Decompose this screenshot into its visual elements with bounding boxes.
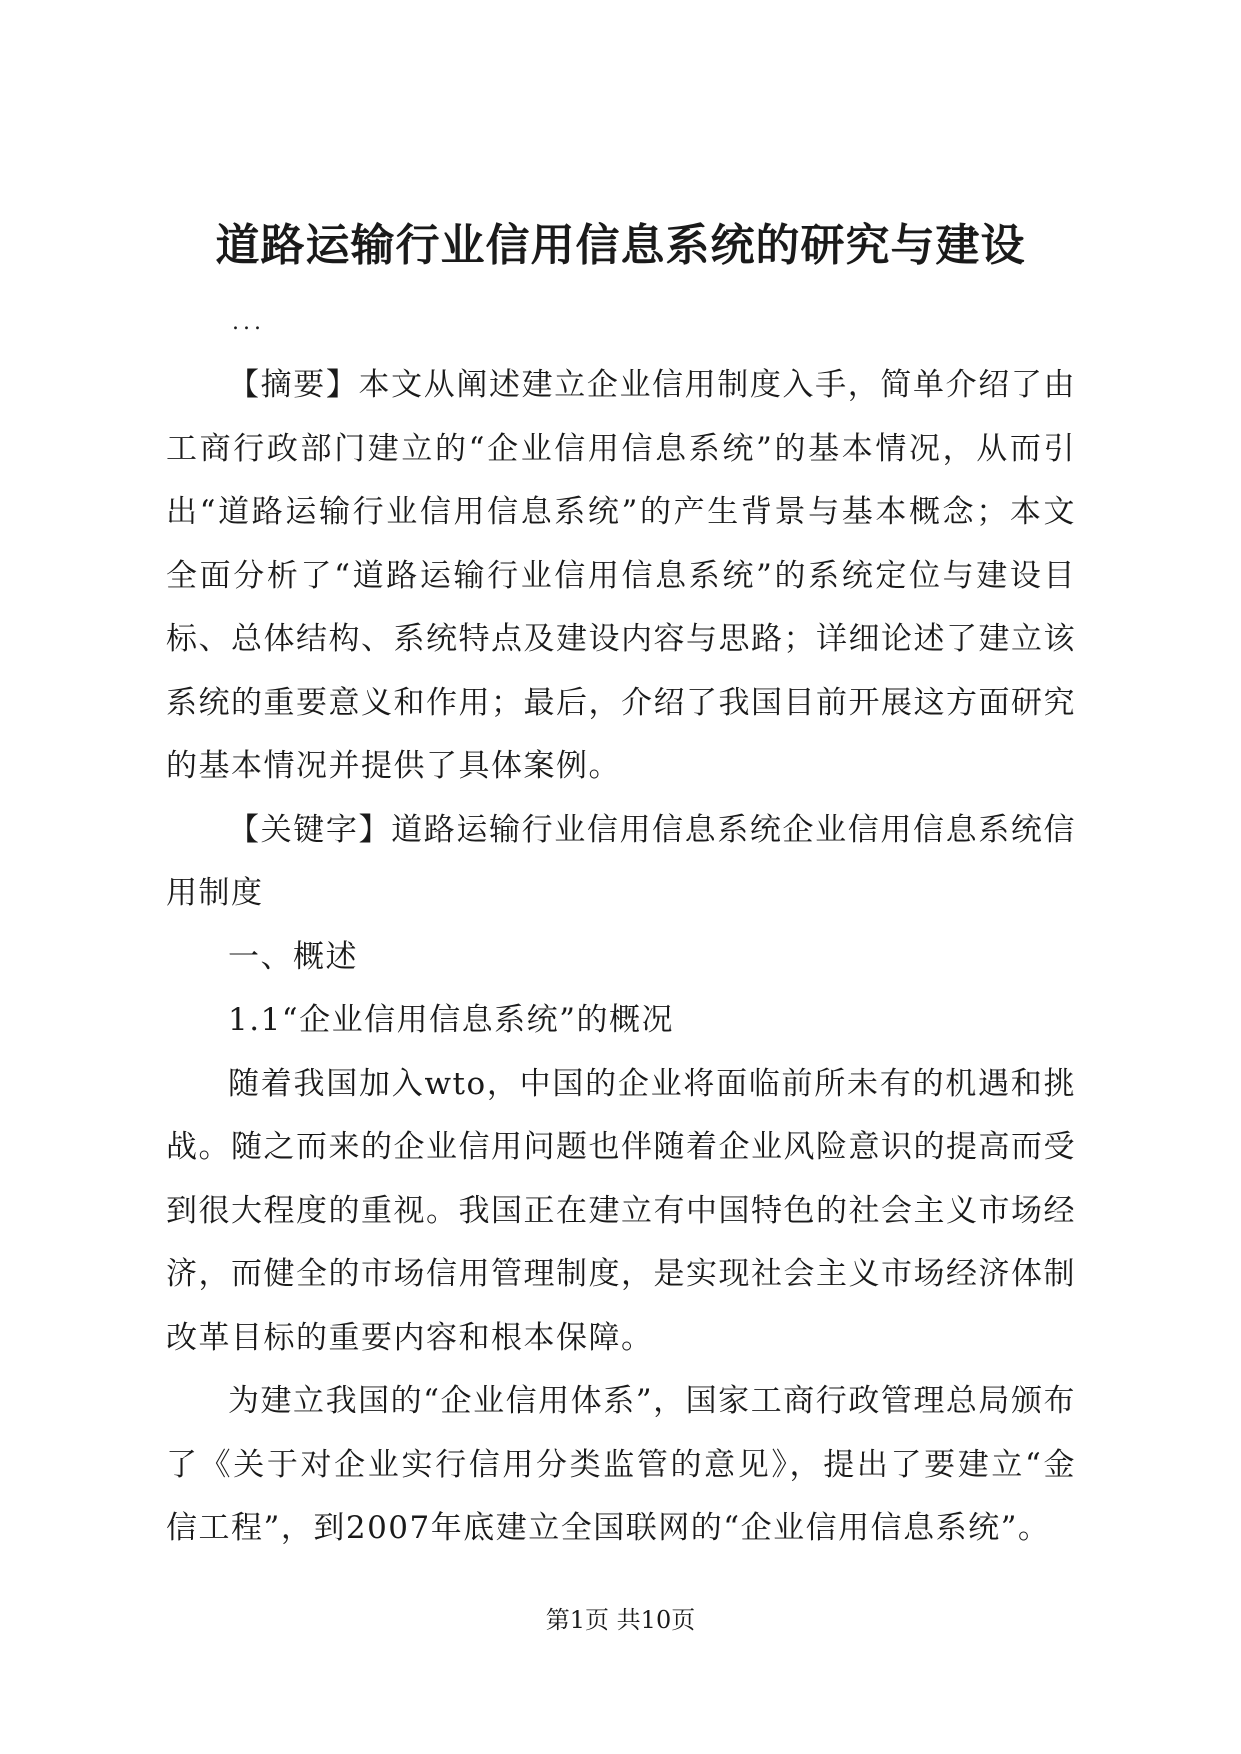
section-heading: 一、概述 [228,938,358,975]
keywords-paragraph: 【关键字】道路运输行业信用信息系统企业信用信息系统信用制度 [166,811,1076,911]
document-title: 道路运输行业信用信息系统的研究与建设 [215,220,1026,271]
page-footer: 第1页 共10页 [545,1606,696,1634]
body-paragraph: 为建立我国的“企业信用体系”，国家工商行政管理总局颁布了《关于对企业实行信用分类监管的意见》，提出了要建立“金信工程”，到2007年底建立全国联网的“企业信用信息系统”。 [166,1383,1076,1546]
body-paragraph: 随着我国加入wto，中国的企业将面临前所未有的机遇和挑战。随之而来的企业信用问题也伴随着企业风险意识的提高而受到很大程度的重视。我国正在建立有中国特色的社会主义市场经济，而健全的市场信用管理制度，是实现社会主义市场经济体制改革目标的重要内容和根本保障。 [166,1065,1076,1356]
abstract-paragraph: 【摘要】本文从阐述建立企业信用制度入手，简单介绍了由工商行政部门建立的“企业信用信息系统”的基本情况，从而引出“道路运输行业信用信息系统”的产生背景与基本概念；本文全面分析了“道路运输行业信用信息系统”的系统定位与建设目标、总体结构、系统特点及建设内容与思路；详细论述了建立该系统的重要意义和作用；最后，介绍了我国目前开展这方面研究的基本情况并提供了具体案例。 [166,367,1076,784]
document-body [166,354,1076,1561]
ellipsis-text: ... [232,310,265,335]
subsection-heading: 1.1“企业信用信息系统”的概况 [228,1002,674,1038]
